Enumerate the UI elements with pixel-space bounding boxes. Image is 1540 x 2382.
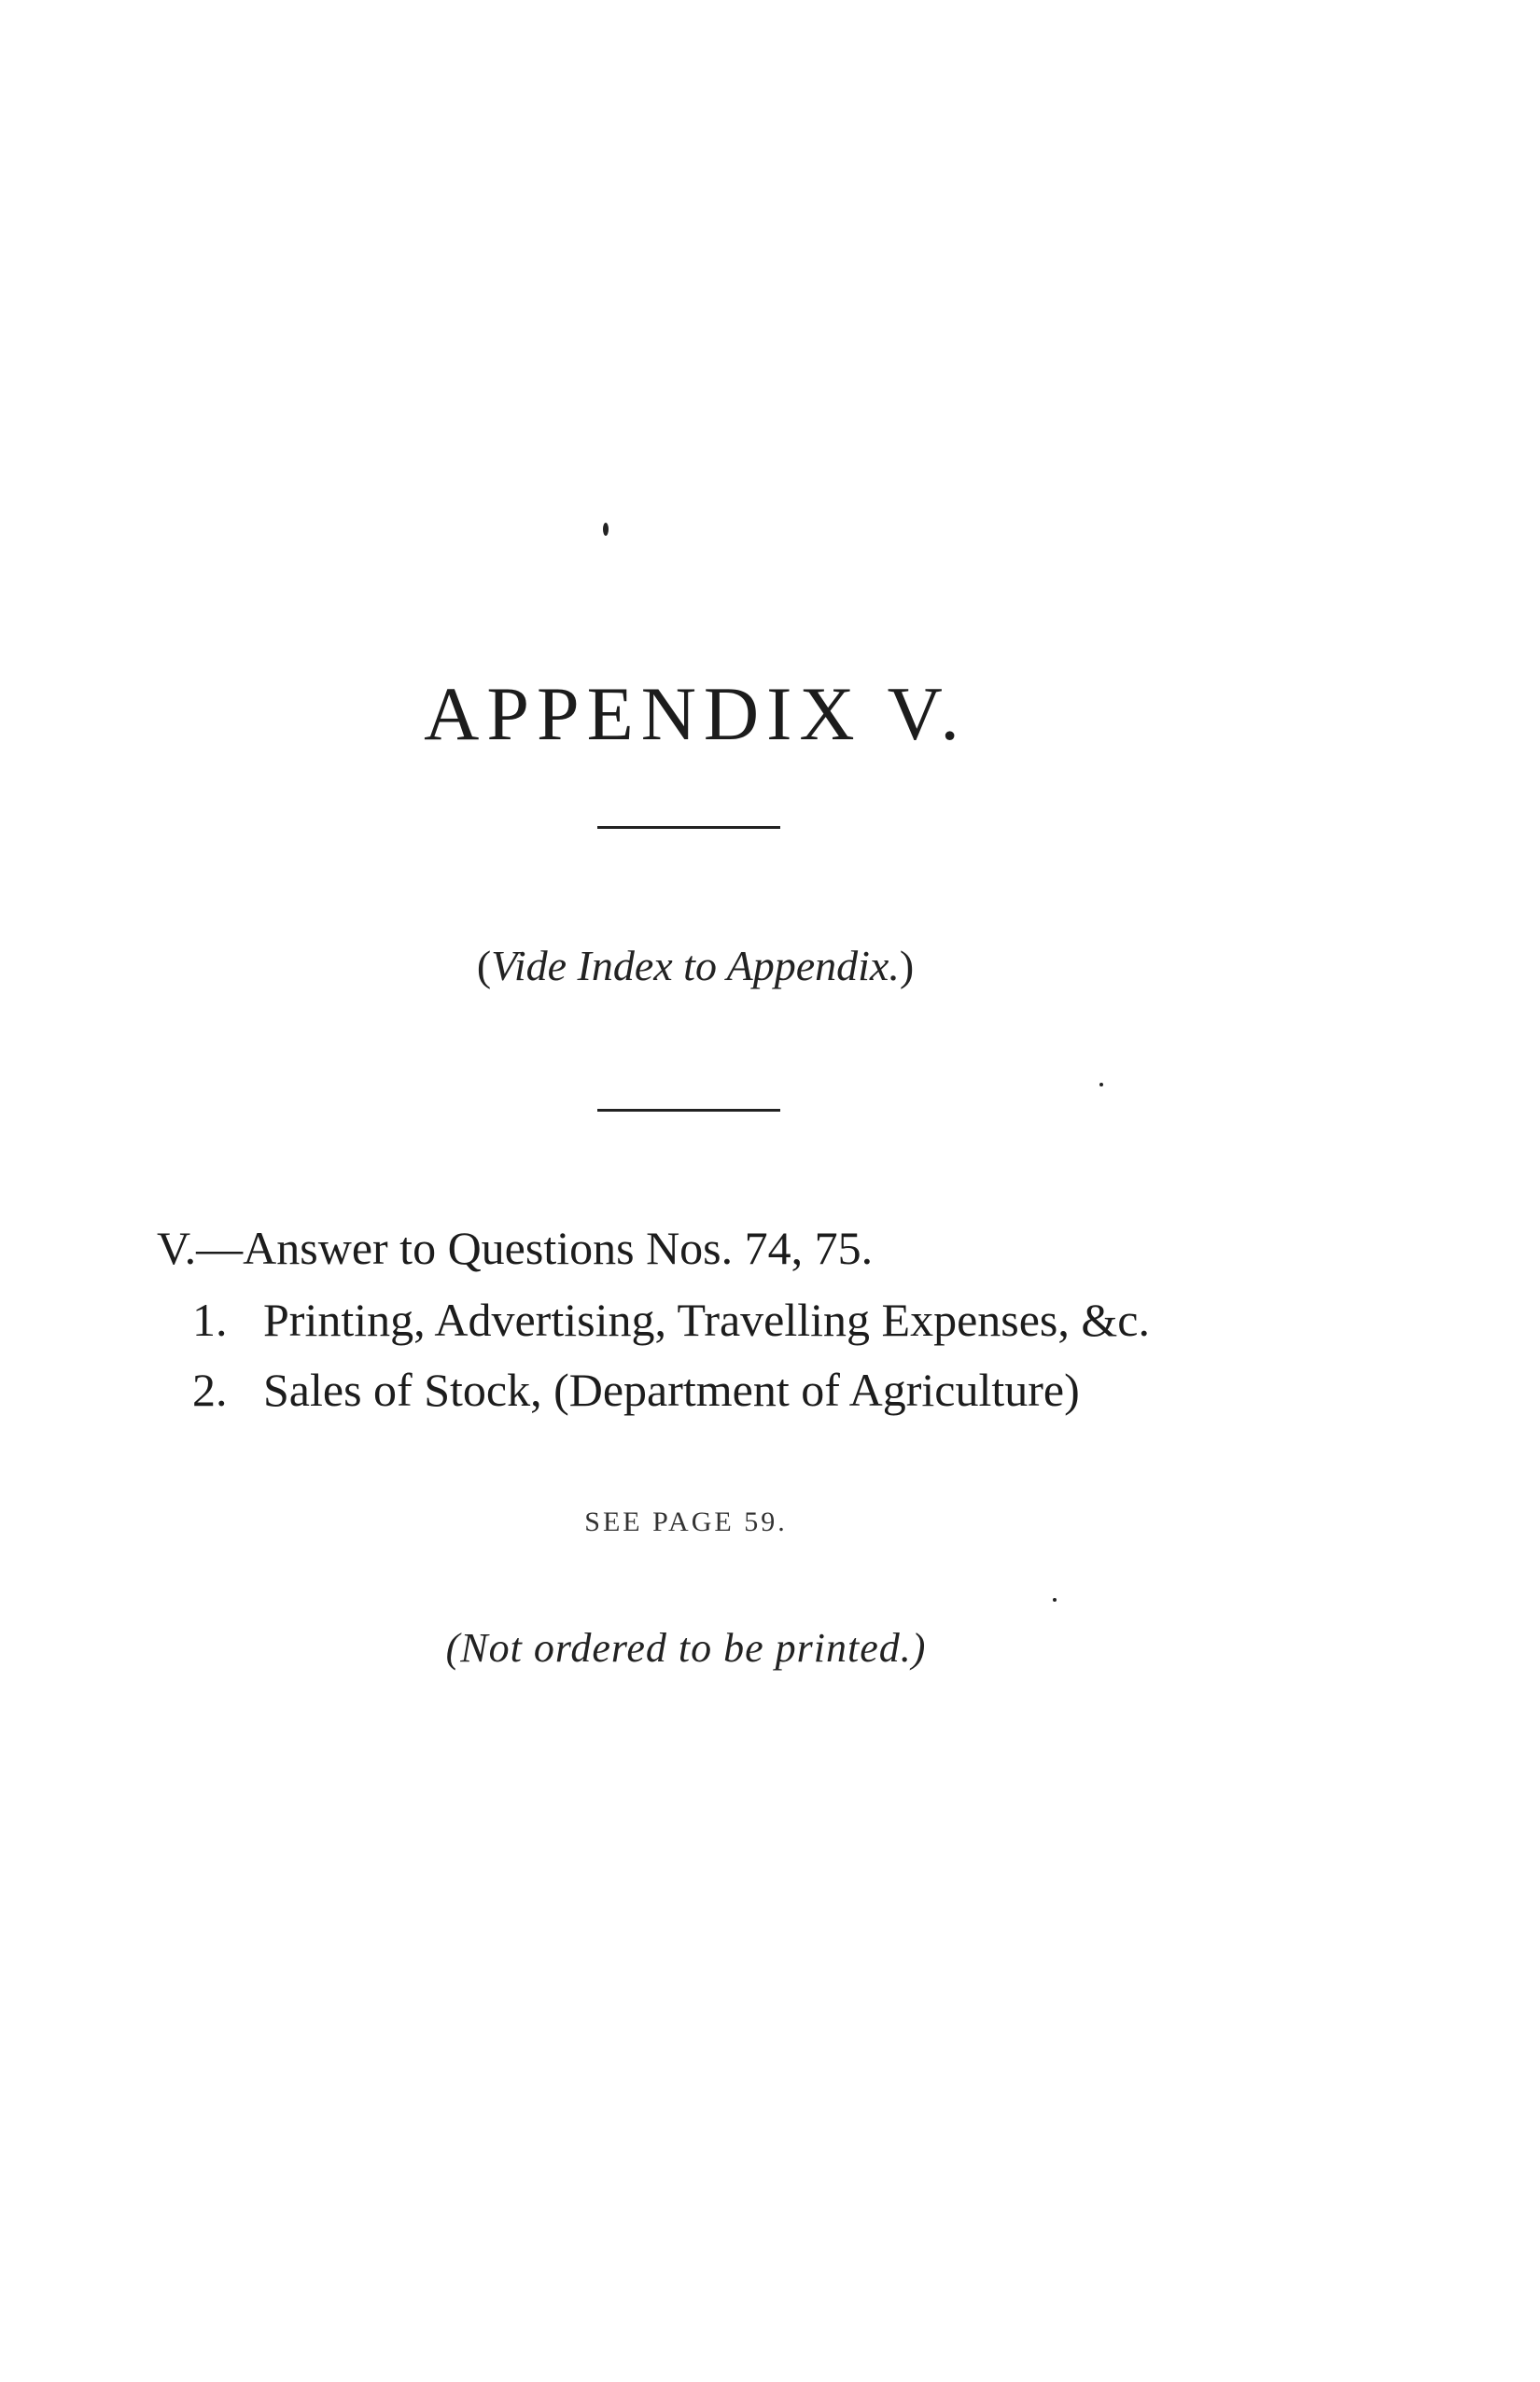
vide-open-paren: ( [476, 942, 492, 989]
list-item-text: Sales of Stock, (Department of Agriculture) [263, 1364, 1080, 1416]
list-item-number: 1. [192, 1294, 228, 1346]
list-item [192, 1293, 1150, 1347]
scan-speck [1053, 1598, 1057, 1602]
not-ordered-note: (Not ordered to be printed.) [445, 1625, 927, 1671]
list-item-number: 2. [192, 1364, 228, 1416]
list-item-text: Printing, Advertising, Travelling Expenses, &c. [263, 1294, 1150, 1346]
divider-rule [597, 1109, 780, 1112]
vide-close-paren: ) [899, 942, 915, 989]
vide-index-note [0, 941, 1391, 990]
scan-speck [1099, 1083, 1103, 1086]
divider-rule [597, 826, 780, 829]
list-item [192, 1363, 1080, 1417]
see-page-reference: SEE PAGE 59. [584, 1506, 788, 1537]
answer-to-questions-line: V.—Answer to Questions Nos. 74, 75. [157, 1222, 874, 1274]
vide-index-text: Vide Index to Appendix. [491, 942, 900, 989]
appendix-heading: APPENDIX V. [424, 671, 967, 756]
scan-speck [603, 523, 609, 536]
